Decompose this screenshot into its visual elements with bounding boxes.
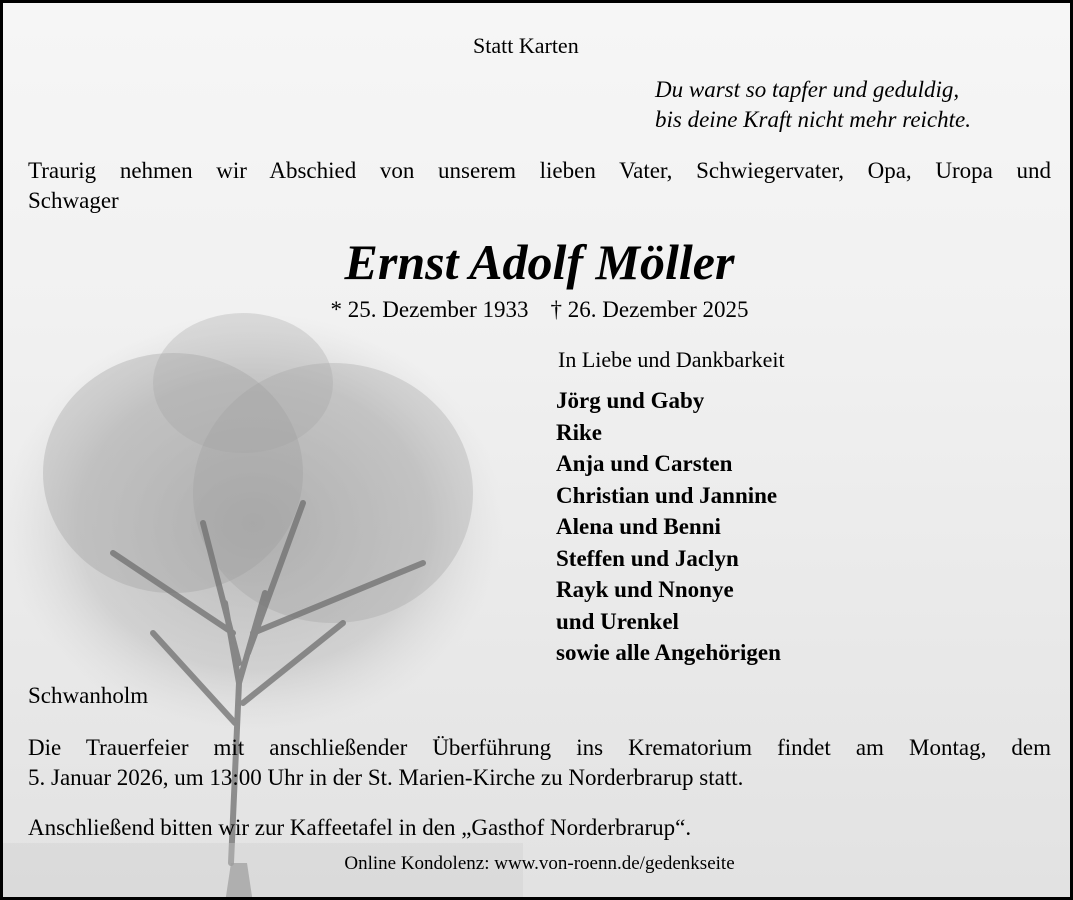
ceremony-line-1: Die Trauerfeier mit anschließender Überführung ins Krematorium findet am Montag, dem — [28, 735, 1051, 760]
deceased-name: Ernst Adolf Möller — [344, 234, 735, 290]
mourner-name: und Urenkel — [556, 608, 679, 634]
mourner-name: Jörg und Gaby — [556, 388, 705, 413]
mourner-name: sowie alle Angehörigen — [556, 640, 781, 665]
ceremony-line-2: 5. Januar 2026, um 13:00 Uhr in der St. Marien-Kirche zu Norderbrarup statt. — [28, 765, 744, 790]
online-condolence: Online Kondolenz: www.von-roenn.de/gedenkseite — [344, 853, 735, 874]
mourner-name: Steffen und Jaclyn — [556, 545, 739, 571]
mourner-name: Rike — [556, 419, 602, 445]
intro-line-1: Traurig nehmen wir Abschied von unserem lieben Vater, Schwiegervater, Opa, Uropa und — [28, 158, 1051, 183]
mourner-name: Anja und Carsten — [556, 451, 733, 476]
coffee-invitation: Anschließend bitten wir zur Kaffeetafel in den „Gasthof Norderbrarup“. — [28, 815, 692, 840]
mourner-name: Rayk und Nnonye — [556, 577, 734, 602]
mourner-name: Alena und Benni — [556, 514, 721, 539]
poem-line-1: Du warst so tapfer und geduldig, — [655, 77, 960, 102]
ceremony-text — [28, 733, 1051, 793]
birth-date: * 25. Dezember 1933 — [330, 297, 529, 322]
intro-text — [28, 156, 1051, 216]
mourner-list — [556, 385, 781, 669]
poem-line-2: bis deine Kraft nicht mehr reichte. — [655, 107, 971, 132]
statt-karten-label: Statt Karten — [473, 33, 579, 58]
death-date: † 26. Dezember 2025 — [550, 297, 749, 322]
mourning-heading: In Liebe und Dankbarkeit — [558, 347, 785, 372]
poem — [655, 75, 971, 135]
mourner-name: Christian und Jannine — [556, 482, 778, 508]
place-name: Schwanholm — [28, 683, 149, 708]
life-dates — [3, 297, 1073, 323]
tree-image — [3, 303, 523, 900]
intro-line-2: Schwager — [28, 188, 119, 213]
